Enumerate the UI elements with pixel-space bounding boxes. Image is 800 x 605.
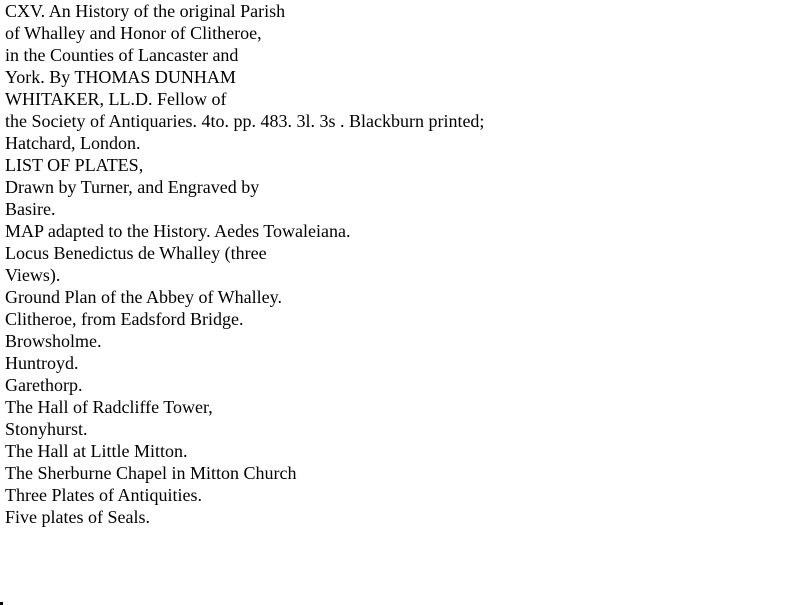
plate-item: MAP adapted to the History. Aedes Towaleiana. <box>5 221 351 241</box>
plate-item: Five plates of Seals. <box>5 507 150 527</box>
title-line-3: in the Counties of Lancaster and <box>5 45 239 65</box>
plate-item: The Hall of Radcliffe Tower, <box>5 397 213 417</box>
plates-credit-line-2: Basire. <box>5 199 56 219</box>
plate-item: The Sherburne Chapel in Mitton Church <box>5 463 297 483</box>
publication-line: the Society of Antiquaries. 4to. pp. 483. 3l. 3s . Blackburn printed; <box>5 111 485 131</box>
plate-item: Three Plates of Antiquities. <box>5 485 202 505</box>
publisher-line: Hatchard, London. <box>5 133 141 153</box>
plate-item: Ground Plan of the Abbey of Whalley. <box>5 287 282 307</box>
document-text <box>5 0 484 528</box>
plate-item: Huntroyd. <box>5 353 79 373</box>
title-line-2: of Whalley and Honor of Clitheroe, <box>5 23 262 43</box>
plate-item: Stonyhurst. <box>5 419 88 439</box>
plate-item: Browsholme. <box>5 331 102 351</box>
plate-item: Locus Benedictus de Whalley (three <box>5 243 267 263</box>
title-line-1: CXV. An History of the original Parish <box>5 1 286 21</box>
plate-item: Clitheroe, from Eadsford Bridge. <box>5 309 244 329</box>
author-line-2: WHITAKER, LL.D. Fellow of <box>5 89 227 109</box>
plate-item: Garethorp. <box>5 375 83 395</box>
plates-heading: LIST OF PLATES, <box>5 155 144 175</box>
plates-credit-line-1: Drawn by Turner, and Engraved by <box>5 177 260 197</box>
plate-item: Views). <box>5 265 61 285</box>
plate-item: The Hall at Little Mitton. <box>5 441 188 461</box>
author-line-1: York. By THOMAS DUNHAM <box>5 67 236 87</box>
